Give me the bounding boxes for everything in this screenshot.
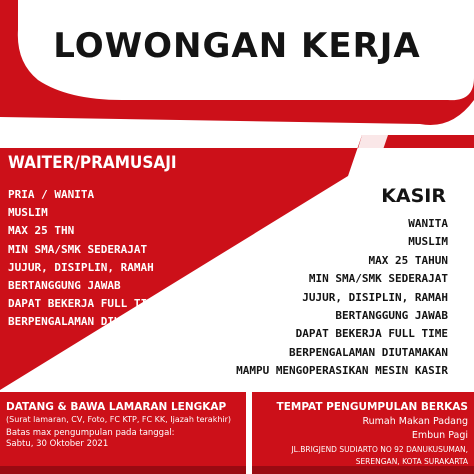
place-name-line1: Rumah Makan Padang: [362, 416, 468, 427]
waiter-section-title: WAITER/PRAMUSAJI: [8, 153, 177, 173]
required-documents: (Surat lamaran, CV, Foto, FC KTP, FC KK, Ijazah terakhir): [6, 415, 232, 424]
list-item: MUSLIM: [8, 206, 48, 220]
waiter-requirements-list: [8, 186, 167, 332]
list-item: MIN SMA/SMK SEDERAJAT: [8, 242, 148, 256]
list-item: MUSLIM: [408, 235, 448, 249]
list-item: PRIA / WANITA: [8, 188, 95, 201]
list-item: BERTANGGUNG JAWAB: [8, 278, 121, 292]
submission-location: [252, 401, 468, 467]
kasir-requirements-list: [236, 215, 448, 381]
place-name-line2: Embun Pagi: [411, 430, 468, 441]
list-item: WANITA: [408, 217, 448, 230]
kasir-section-title: KASIR: [381, 185, 446, 207]
instructions-title: DATANG & BAWA LAMARAN LENGKAP: [6, 401, 227, 413]
address-line2: SERENGAN, KOTA SURAKARTA: [355, 457, 468, 466]
list-item: MIN SMA/SMK SEDERAJAT: [308, 272, 448, 286]
application-instructions: [6, 401, 246, 450]
list-item: JUJUR, DISIPLIN, RAMAH: [8, 260, 154, 274]
list-item: BERPENGALAMAN DIUTAMAKAN: [289, 345, 448, 359]
list-item: MAX 25 TAHUN: [368, 253, 448, 267]
list-item: MAMPU MENGOPERASIKAN MESIN KASIR: [236, 364, 448, 378]
deadline-label: Batas max pengumpulan pada tanggal:: [6, 428, 175, 438]
page-title: LOWONGAN KERJA: [53, 26, 421, 66]
list-item: JUJUR, DISIPLIN, RAMAH: [302, 290, 448, 304]
address-line1: JL.BRIGJEND SUDIARTO NO 92 DANUKUSUMAN,: [291, 445, 468, 454]
list-item: BERPENGALAMAN DIUTAMAKAN: [8, 315, 167, 329]
list-item: BERTANGGUNG JAWAB: [335, 308, 448, 322]
list-item: MAX 25 THN: [8, 224, 75, 238]
location-title: TEMPAT PENGUMPULAN BERKAS: [276, 401, 468, 413]
deadline-date: Sabtu, 30 Oktober 2021: [6, 439, 109, 449]
list-item: DAPAT BEKERJA FULL TIME: [295, 327, 448, 341]
list-item: DAPAT BEKERJA FULL TIME: [8, 297, 161, 311]
